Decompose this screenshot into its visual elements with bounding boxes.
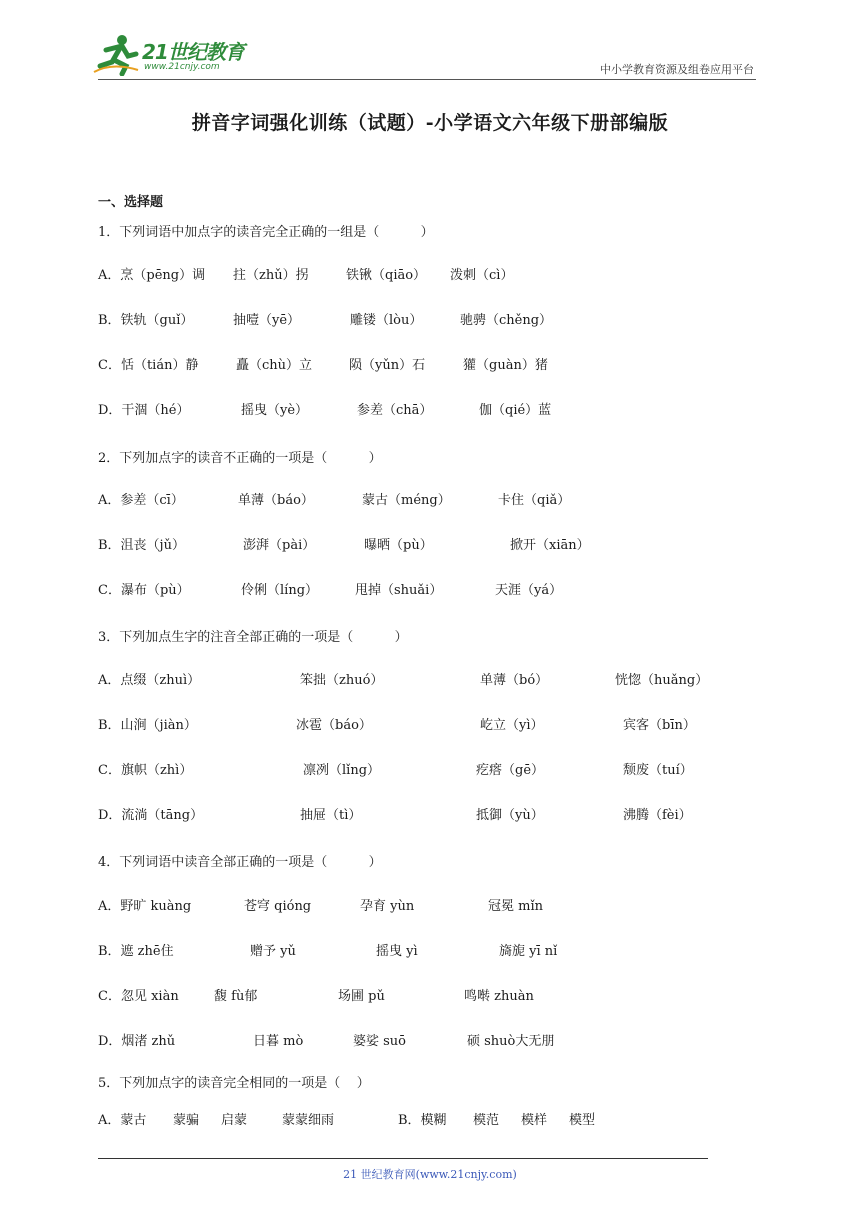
option-item: 赠予 yǔ xyxy=(250,944,296,959)
option-item: 抵御（yù） xyxy=(476,808,544,823)
option-item: 摇曳 yì xyxy=(376,944,418,959)
option-item: C．旗帜（zhì） xyxy=(98,763,193,778)
option-item: D．烟渚 zhǔ xyxy=(98,1034,176,1049)
option-item: 摇曳（yè） xyxy=(241,403,309,418)
option-item: 鸣啭 zhuàn xyxy=(464,989,534,1004)
question-stem: 2．下列加点字的读音不正确的一项是（ ） xyxy=(98,451,382,466)
option-item: 馥 fù郁 xyxy=(214,989,258,1004)
option-item: 蒙古（méng） xyxy=(362,493,451,508)
site-logo xyxy=(92,30,262,80)
option-item: 拄（zhǔ）拐 xyxy=(233,268,309,283)
option-item: 疙瘩（gē） xyxy=(476,763,545,778)
option-item: 卡住（qiǎ） xyxy=(498,493,571,508)
option-item: B．铁轨（guǐ） xyxy=(98,313,194,328)
option-item: D．流淌（tāng） xyxy=(98,808,204,823)
option-item: A．参差（cī） xyxy=(98,493,184,508)
option-item: 冠冕 mǐn xyxy=(488,899,543,914)
option-item: 矗（chù）立 xyxy=(236,358,313,373)
option-item: A．蒙古 xyxy=(98,1113,147,1128)
option-item: 天涯（yá） xyxy=(495,583,563,598)
question-stem: 4．下列词语中读音全部正确的一项是（ ） xyxy=(98,855,382,870)
option-item: C．忽见 xiàn xyxy=(98,989,179,1004)
question-stem: 5．下列加点字的读音完全相同的一项是（ ） xyxy=(98,1076,370,1091)
option-item: 屹立（yì） xyxy=(480,718,544,733)
option-item: B．模糊 xyxy=(398,1113,447,1128)
option-item: 旖旎 yī nǐ xyxy=(499,944,558,959)
platform-name: 中小学教育资源及组卷应用平台 xyxy=(600,63,754,76)
option-item: 单薄（bó） xyxy=(480,673,549,688)
option-item: 宾客（bīn） xyxy=(623,718,696,733)
section-heading: 一、选择题 xyxy=(98,195,164,210)
footer-divider xyxy=(98,1158,708,1159)
option-item: 甩掉（shuǎi） xyxy=(355,583,443,598)
option-item: B．山涧（jiàn） xyxy=(98,718,197,733)
option-item: 抽屉（tì） xyxy=(300,808,362,823)
option-item: 苍穹 qióng xyxy=(244,899,312,914)
option-item: B．遮 zhē住 xyxy=(98,944,174,959)
option-item: 冰雹（báo） xyxy=(296,718,372,733)
option-item: 沸腾（fèi） xyxy=(623,808,692,823)
question-stem: 3．下列加点生字的注音全部正确的一项是（ ） xyxy=(98,630,408,645)
option-item: A．烹（pēng）调 xyxy=(98,268,206,283)
brand-name: 21世纪教育 xyxy=(142,40,244,64)
option-item: 启蒙 xyxy=(221,1113,248,1128)
option-item: 伽（qié）蓝 xyxy=(479,403,552,418)
option-item: 驰骋（chěng） xyxy=(460,313,553,328)
option-item: 陨（yǔn）石 xyxy=(349,358,426,373)
header-divider xyxy=(98,79,756,80)
footer-link[interactable]: 21 世纪教育网(www.21cnjy.com) xyxy=(343,1168,517,1181)
option-item: 模型 xyxy=(569,1113,596,1128)
option-item: 獾（guàn）猪 xyxy=(463,358,548,373)
option-item: 婆娑 suō xyxy=(353,1034,407,1049)
option-item: 笨拙（zhuó） xyxy=(300,673,384,688)
option-item: C．瀑布（pù） xyxy=(98,583,190,598)
option-item: 伶俐（líng） xyxy=(241,583,319,598)
option-item: C．恬（tián）静 xyxy=(98,358,199,373)
option-item: 曝晒（pù） xyxy=(364,538,433,553)
brand-url: www.21cnjy.com xyxy=(144,62,220,72)
option-item: 日暮 mò xyxy=(253,1034,304,1049)
option-item: D．干涸（hé） xyxy=(98,403,190,418)
option-item: 铁锹（qiāo） xyxy=(346,268,427,283)
option-item: 硕 shuò大无朋 xyxy=(467,1034,555,1049)
option-item: B．沮丧（jǔ） xyxy=(98,538,185,553)
option-item: 雕镂（lòu） xyxy=(350,313,423,328)
option-item: 单薄（báo） xyxy=(238,493,314,508)
option-item: 场圃 pǔ xyxy=(338,989,385,1004)
option-item: 参差（chā） xyxy=(357,403,433,418)
option-item: 凛冽（lǐng） xyxy=(303,763,381,778)
option-item: 蒙蒙细雨 xyxy=(282,1113,335,1128)
page-title: 拼音字词强化训练（试题）-小学语文六年级下册部编版 xyxy=(191,112,669,134)
option-item: 抽噎（yē） xyxy=(233,313,301,328)
option-item: 澎湃（pài） xyxy=(243,538,316,553)
option-item: A．野旷 kuàng xyxy=(98,899,192,914)
option-item: 恍惚（huǎng） xyxy=(615,673,709,688)
option-item: A．点缀（zhuì） xyxy=(98,673,201,688)
option-item: 模范 xyxy=(473,1113,500,1128)
option-item: 泼刺（cì） xyxy=(450,268,514,283)
option-item: 模样 xyxy=(521,1113,548,1128)
option-item: 蒙骗 xyxy=(173,1113,200,1128)
runner-logo-icon xyxy=(92,32,140,76)
question-stem: 1．下列词语中加点字的读音完全正确的一组是（ ） xyxy=(98,225,434,240)
option-item: 颓废（tuí） xyxy=(623,763,693,778)
option-item: 掀开（xiān） xyxy=(510,538,590,553)
option-item: 孕育 yùn xyxy=(360,899,415,914)
